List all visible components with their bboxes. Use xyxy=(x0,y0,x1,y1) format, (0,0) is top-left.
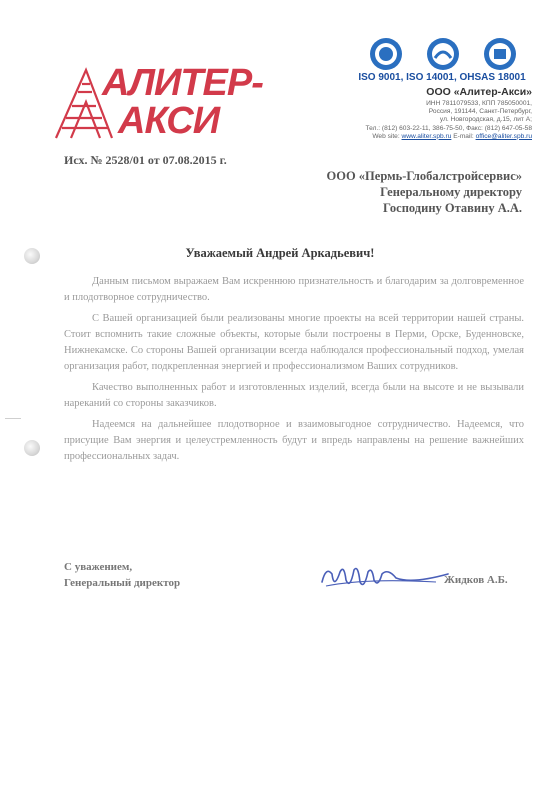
salutation: Уважаемый Андрей Аркадьевич! xyxy=(185,246,375,260)
margin-mark xyxy=(5,418,21,419)
badge-ohsas18001-icon xyxy=(484,38,516,70)
closing-block xyxy=(64,559,180,591)
email-link[interactable]: office@aliter.spb.ru xyxy=(475,132,532,140)
body-paragraph: Качество выполненных работ и изготовленных изделий, всегда были на высоте и не вызывали нареканий со стороны заказчиков. xyxy=(64,382,524,409)
web-label: Web site: xyxy=(372,132,400,140)
badge-iso9001-icon xyxy=(370,38,402,70)
badge-iso14001-icon xyxy=(427,38,459,70)
body-paragraph: Надеемся на дальнейшее плодотворное и взаимовыгодное сотрудничество. Надеемся, что присущие Вам энергия и целеустремленность будут и впредь направлены на решение важнейших профессиональных задач. xyxy=(64,419,524,462)
signer-name: Жидков А.Б. xyxy=(444,574,508,586)
recipient-position: Генеральному директору xyxy=(380,185,522,199)
recipient-name: Господину Отавину А.А. xyxy=(383,201,522,215)
company-address-1: Россия, 191144, Санкт-Петербург, xyxy=(428,108,532,116)
company-name: ООО «Алитер-Акси» xyxy=(426,86,532,98)
letter-body xyxy=(64,274,524,470)
handwritten-signature xyxy=(316,560,456,596)
company-phones: Тел.: (812) 603-22-11, 386-75-50, Факс: (812) 647-05-58 xyxy=(365,124,532,132)
outgoing-number: Исх. № 2528/01 от 07.08.2015 г. xyxy=(64,153,227,167)
email-label: E-mail: xyxy=(453,132,474,140)
logo-line-2: АКСИ xyxy=(118,100,220,142)
body-paragraph: С Вашей организацией были реализованы многие проекты на всей территории нашей страны. Стоит вспомнить такие сложные объекты, которые были построены в Перми, Орске, Буденновске, Нижнекамске. Со стороны Вашей организации всегда наблюдался профессиональный подход, умелая организация работ, подкрепленная энергией и профессионализмом Ваших сотрудников. xyxy=(64,313,524,372)
certifications-text: ISO 9001, ISO 14001, OHSAS 18001 xyxy=(358,72,526,83)
body-paragraph: Данным письмом выражаем Вам искреннюю признательность и благодарим за долговременное и плодотворное сотрудничество. xyxy=(64,276,524,303)
company-web-email xyxy=(292,133,532,141)
company-inn: ИНН 7811079533, КПП 785050001, xyxy=(426,100,532,107)
closing-regards: С уважением, xyxy=(64,561,133,573)
punch-hole xyxy=(24,440,40,456)
company-address-2: ул. Новгородская, д.15, лит А; xyxy=(439,116,532,124)
logo-wordmark xyxy=(102,64,263,140)
logo-line-1: АЛИТЕР- xyxy=(102,62,263,104)
recipient-block xyxy=(327,168,523,216)
website-link[interactable]: www.aliter.spb.ru xyxy=(401,132,452,140)
company-contacts xyxy=(292,100,532,141)
closing-position: Генеральный директор xyxy=(64,577,181,589)
certification-badges xyxy=(368,36,518,72)
recipient-company: ООО «Пермь-Глобалстройсервис» xyxy=(326,169,522,183)
